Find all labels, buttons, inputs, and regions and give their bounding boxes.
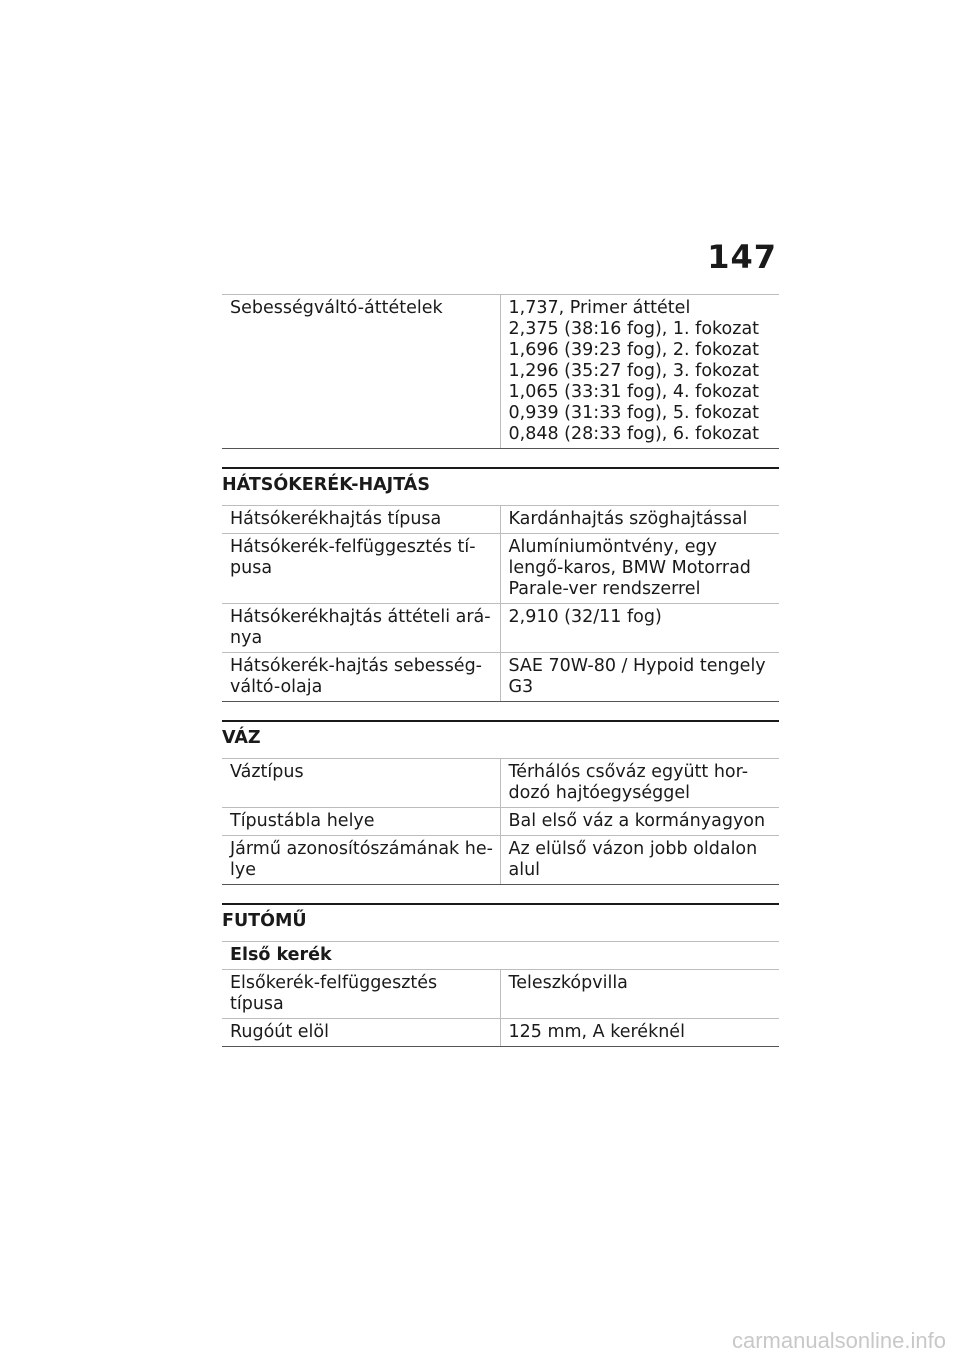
rear-drive-table bbox=[222, 505, 779, 702]
spec-value: 2,910 (32/11 fog) bbox=[500, 604, 779, 653]
spec-label: Rugóút elöl bbox=[222, 1019, 500, 1047]
gear-ratio-line: 0,939 (31:33 fog), 5. fokozat bbox=[508, 403, 760, 423]
table-row bbox=[222, 1019, 779, 1047]
gear-ratio-line: 2,375 (38:16 fog), 1. fokozat bbox=[508, 319, 760, 339]
spec-value bbox=[500, 295, 779, 449]
spec-value: Térhálós csőváz együtt hor-dozó hajtóegységgel bbox=[500, 759, 779, 808]
section-title-chassis: FUTÓMŰ bbox=[222, 903, 779, 941]
watermark: carmanualsonline.info bbox=[731, 1328, 946, 1353]
gear-ratio-line: 1,737, Primer áttétel bbox=[508, 298, 691, 318]
spec-value: Kardánhajtás szöghajtással bbox=[500, 506, 779, 534]
gear-ratio-line: 1,696 (39:23 fog), 2. fokozat bbox=[508, 340, 760, 360]
gearbox-table bbox=[222, 294, 779, 449]
spec-value: Az elülső vázon jobb oldalon alul bbox=[500, 836, 779, 885]
table-row bbox=[222, 808, 779, 836]
table-row bbox=[222, 653, 779, 702]
spec-label: Hátsókerékhajtás áttételi ará-nya bbox=[222, 604, 500, 653]
spec-value: 125 mm, A keréknél bbox=[500, 1019, 779, 1047]
spec-value: SAE 70W-80 / Hypoid tengely G3 bbox=[500, 653, 779, 702]
section-title-frame: VÁZ bbox=[222, 720, 779, 758]
spec-label: Sebességváltó-áttételek bbox=[222, 295, 500, 449]
spec-label: Hátsókerék-felfüggesztés tí-pusa bbox=[222, 534, 500, 604]
spec-label: Jármű azonosítószámának he-lye bbox=[222, 836, 500, 885]
spec-label: Típustábla helye bbox=[222, 808, 500, 836]
spec-value: Bal első váz a kormányagyon bbox=[500, 808, 779, 836]
spec-content bbox=[222, 294, 779, 1047]
table-row bbox=[222, 970, 779, 1019]
spec-label: Hátsókerékhajtás típusa bbox=[222, 506, 500, 534]
table-row bbox=[222, 295, 779, 449]
table-row bbox=[222, 604, 779, 653]
table-row bbox=[222, 759, 779, 808]
spec-label: Váztípus bbox=[222, 759, 500, 808]
section-title-rear-drive: HÁTSÓKERÉK-HAJTÁS bbox=[222, 467, 779, 505]
gear-ratio-line: 1,296 (35:27 fog), 3. fokozat bbox=[508, 361, 760, 381]
spec-value: Alumíniumöntvény, egy lengő-karos, BMW Motorrad Parale-ver rendszerrel bbox=[500, 534, 779, 604]
table-row bbox=[222, 836, 779, 885]
table-row bbox=[222, 506, 779, 534]
chassis-table bbox=[222, 941, 779, 1047]
frame-table bbox=[222, 758, 779, 885]
table-row bbox=[222, 942, 779, 970]
table-row bbox=[222, 534, 779, 604]
gear-ratio-line: 0,848 (28:33 fog), 6. fokozat bbox=[508, 424, 760, 444]
subsection-heading: Első kerék bbox=[222, 942, 779, 970]
spec-label: Hátsókerék-hajtás sebesség-váltó-olaja bbox=[222, 653, 500, 702]
gear-ratio-line: 1,065 (33:31 fog), 4. fokozat bbox=[508, 382, 760, 402]
page-number: 147 bbox=[707, 238, 777, 276]
spec-value: Teleszkópvilla bbox=[500, 970, 779, 1019]
spec-label: Elsőkerék-felfüggesztés típusa bbox=[222, 970, 500, 1019]
